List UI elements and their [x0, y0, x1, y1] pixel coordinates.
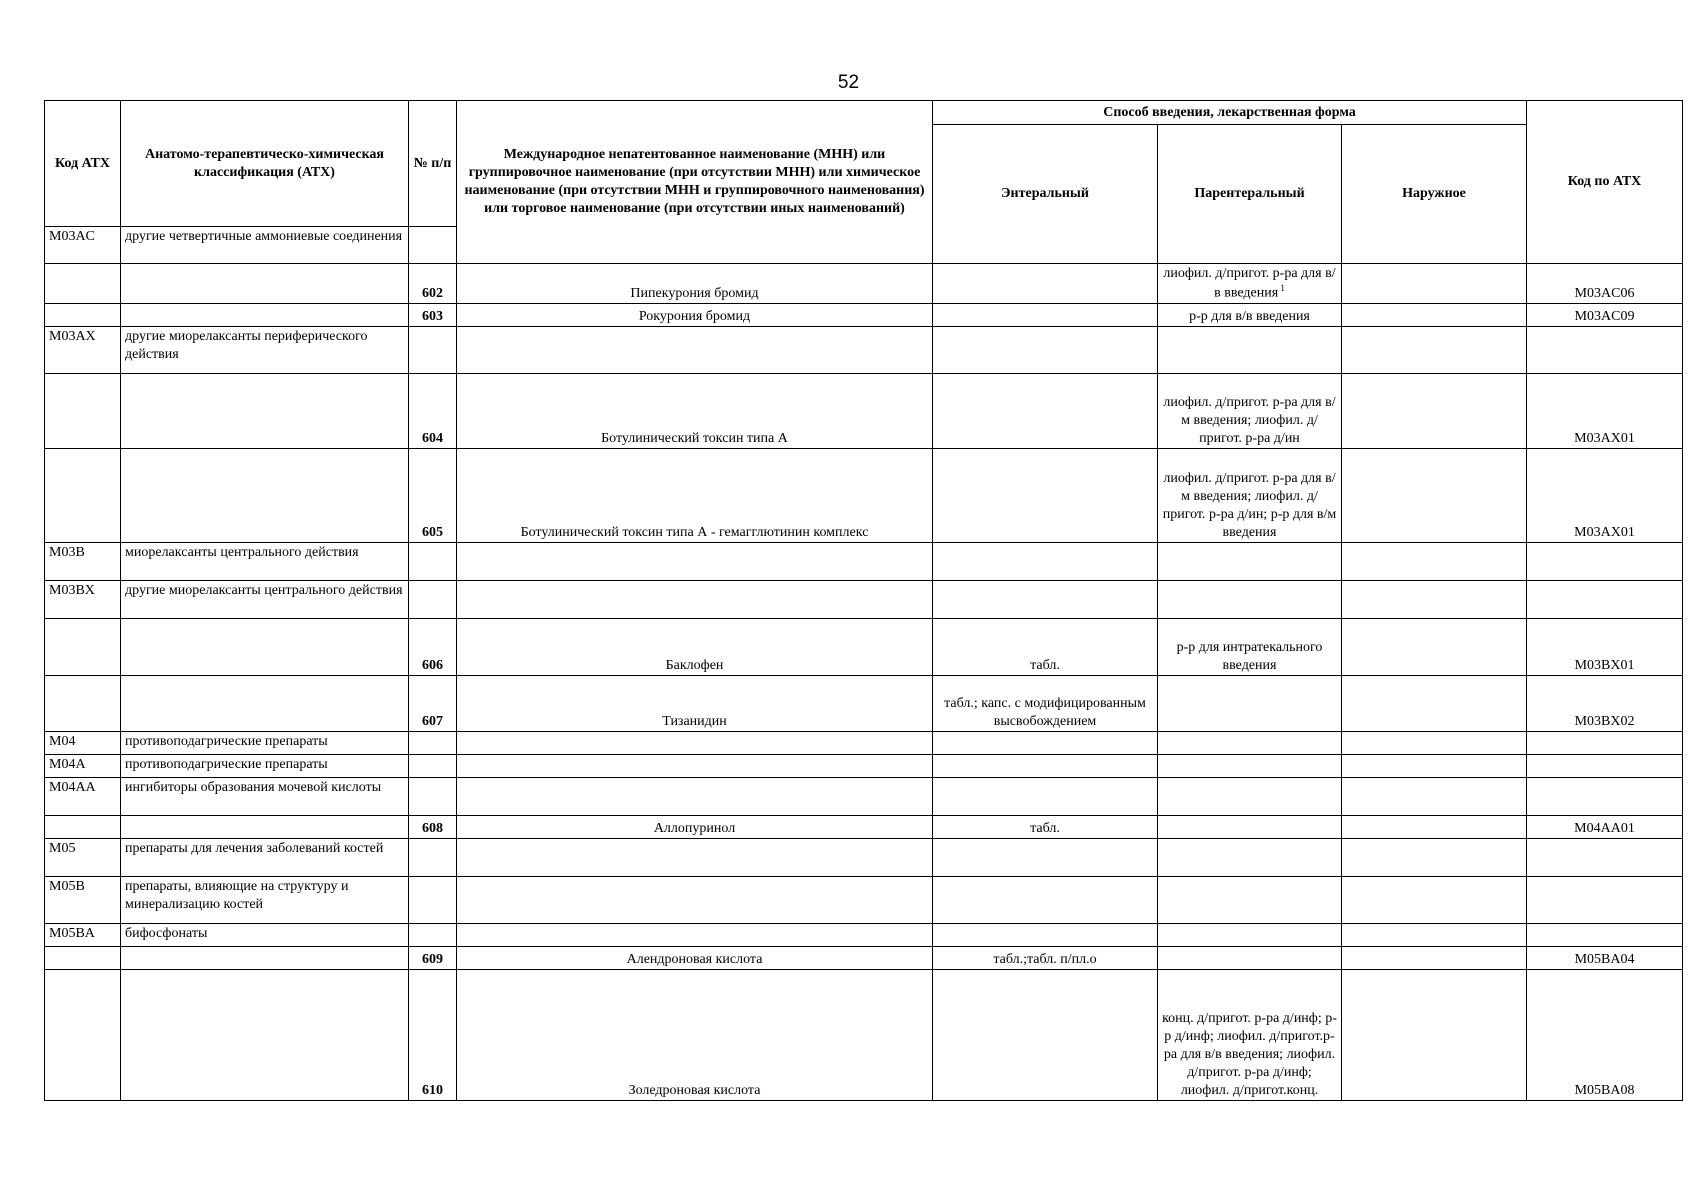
row-external	[1342, 676, 1527, 732]
footnote-marker: 1	[1278, 282, 1285, 293]
row-parenteral: лиофил. д/пригот. р-ра для в/м введения; лиофил. д/пригот. р-ра д/ин	[1158, 374, 1342, 449]
row-external	[1342, 778, 1527, 816]
row-number: 602	[409, 264, 457, 304]
row-number	[409, 839, 457, 877]
row-code: M05B	[45, 877, 121, 924]
row-external	[1342, 839, 1527, 877]
row-number: 608	[409, 816, 457, 839]
group-code: M03AC	[45, 227, 121, 264]
table-row	[45, 449, 1683, 543]
row-external	[1342, 732, 1527, 755]
row-code: M04A	[45, 755, 121, 778]
row-enteral	[933, 449, 1158, 543]
row-atc-code: M03AC06	[1527, 264, 1683, 304]
table-row	[45, 877, 1683, 924]
row-enteral	[933, 839, 1158, 877]
row-atc-code	[1527, 924, 1683, 947]
row-name	[457, 327, 933, 374]
row-atc-code	[1527, 755, 1683, 778]
row-number: 607	[409, 676, 457, 732]
row-classification	[121, 676, 409, 732]
header-inn: Международное непатентованное наименование (МНН) или группировочное наименование (при отсутствии МНН) или химическое наименование (при отсутствии МНН и группировочного наименования) или торговое наименование (при отсутствии иных наименований)	[457, 101, 933, 264]
row-external	[1342, 304, 1527, 327]
row-classification: бифосфонаты	[121, 924, 409, 947]
row-parenteral	[1158, 778, 1342, 816]
row-enteral: табл.	[933, 816, 1158, 839]
row-parenteral: р-р для в/в введения	[1158, 304, 1342, 327]
row-parenteral	[1158, 543, 1342, 581]
drug-table	[44, 100, 1683, 1101]
row-number	[409, 877, 457, 924]
table-row	[45, 304, 1683, 327]
row-atc-code	[1527, 327, 1683, 374]
row-code: M05	[45, 839, 121, 877]
row-code: M03AX	[45, 327, 121, 374]
row-name	[457, 543, 933, 581]
row-parenteral	[1158, 816, 1342, 839]
table-row	[45, 581, 1683, 619]
row-external	[1342, 543, 1527, 581]
row-code	[45, 676, 121, 732]
row-enteral	[933, 778, 1158, 816]
row-number	[409, 581, 457, 619]
row-classification: другие миорелаксанты периферического действия	[121, 327, 409, 374]
row-name: Рокурония бромид	[457, 304, 933, 327]
header-number: № п/п	[409, 101, 457, 227]
table-row	[45, 327, 1683, 374]
table-body	[45, 264, 1683, 1101]
row-name: Алендроновая кислота	[457, 947, 933, 970]
row-name	[457, 924, 933, 947]
header-enteral: Энтеральный	[933, 125, 1158, 264]
row-code	[45, 816, 121, 839]
row-number: 603	[409, 304, 457, 327]
row-classification	[121, 816, 409, 839]
row-atc-code: M03AX01	[1527, 374, 1683, 449]
row-enteral: табл.; капс. с модифицированным высвобождением	[933, 676, 1158, 732]
row-enteral	[933, 877, 1158, 924]
row-classification	[121, 304, 409, 327]
row-name: Баклофен	[457, 619, 933, 676]
row-number	[409, 755, 457, 778]
row-enteral: табл.	[933, 619, 1158, 676]
row-classification: миорелаксанты центрального действия	[121, 543, 409, 581]
row-enteral: табл.;табл. п/пл.о	[933, 947, 1158, 970]
row-classification	[121, 374, 409, 449]
row-external	[1342, 264, 1527, 304]
row-code	[45, 449, 121, 543]
row-number: 609	[409, 947, 457, 970]
row-name: Пипекурония бромид	[457, 264, 933, 304]
row-number	[409, 778, 457, 816]
table-row	[45, 676, 1683, 732]
table-row	[45, 732, 1683, 755]
row-parenteral	[1158, 327, 1342, 374]
row-number: 605	[409, 449, 457, 543]
row-external	[1342, 327, 1527, 374]
table-row	[45, 543, 1683, 581]
row-name	[457, 839, 933, 877]
row-atc-code	[1527, 877, 1683, 924]
table-row	[45, 839, 1683, 877]
row-atc-code: M03AC09	[1527, 304, 1683, 327]
row-external	[1342, 449, 1527, 543]
row-code: M03B	[45, 543, 121, 581]
table-row	[45, 924, 1683, 947]
row-classification: препараты, влияющие на структуру и минерализацию костей	[121, 877, 409, 924]
row-classification: противоподагрические препараты	[121, 755, 409, 778]
row-code: M04AA	[45, 778, 121, 816]
row-parenteral	[1158, 676, 1342, 732]
row-code	[45, 947, 121, 970]
row-number	[409, 543, 457, 581]
row-atc-code: M05BA08	[1527, 970, 1683, 1101]
row-enteral	[933, 327, 1158, 374]
row-parenteral: конц. д/пригот. р-ра д/инф; р-р д/инф; лиофил. д/пригот.р-ра для в/в введения; лиофил. д/пригот. р-ра д/инф; лиофил. д/пригот.конц.	[1158, 970, 1342, 1101]
row-enteral	[933, 581, 1158, 619]
header-classification: Анатомо-терапевтическо-химическая классификация (АТХ)	[121, 101, 409, 227]
row-parenteral	[1158, 755, 1342, 778]
row-classification: противоподагрические препараты	[121, 732, 409, 755]
row-external	[1342, 970, 1527, 1101]
row-code	[45, 304, 121, 327]
row-code	[45, 264, 121, 304]
row-atc-code	[1527, 581, 1683, 619]
row-number	[409, 924, 457, 947]
row-enteral	[933, 755, 1158, 778]
row-enteral	[933, 543, 1158, 581]
row-external	[1342, 924, 1527, 947]
row-parenteral	[1158, 732, 1342, 755]
row-external	[1342, 581, 1527, 619]
row-code	[45, 970, 121, 1101]
row-parenteral	[1158, 581, 1342, 619]
row-atc-code	[1527, 543, 1683, 581]
row-code	[45, 619, 121, 676]
row-atc-code: M03BX02	[1527, 676, 1683, 732]
row-number	[409, 327, 457, 374]
row-external	[1342, 947, 1527, 970]
row-code: M04	[45, 732, 121, 755]
table-row	[45, 778, 1683, 816]
row-name: Аллопуринол	[457, 816, 933, 839]
table-row	[45, 619, 1683, 676]
row-enteral	[933, 304, 1158, 327]
row-classification	[121, 449, 409, 543]
row-external	[1342, 755, 1527, 778]
row-name	[457, 732, 933, 755]
row-classification: препараты для лечения заболеваний костей	[121, 839, 409, 877]
table-row	[45, 816, 1683, 839]
row-atc-code: M03AX01	[1527, 449, 1683, 543]
row-external	[1342, 816, 1527, 839]
row-parenteral	[1158, 839, 1342, 877]
row-name	[457, 755, 933, 778]
table-row	[45, 755, 1683, 778]
row-name: Ботулинический токсин типа А - гемагглютинин комплекс	[457, 449, 933, 543]
row-name: Ботулинический токсин типа А	[457, 374, 933, 449]
row-classification	[121, 970, 409, 1101]
row-number: 604	[409, 374, 457, 449]
row-external	[1342, 619, 1527, 676]
row-number: 606	[409, 619, 457, 676]
header-external: Наружное	[1342, 125, 1527, 264]
table-row	[45, 970, 1683, 1101]
row-atc-code: M03BX01	[1527, 619, 1683, 676]
row-enteral	[933, 924, 1158, 947]
row-enteral	[933, 732, 1158, 755]
row-parenteral: лиофил. д/пригот. р-ра для в/в введения $^1$	[1158, 264, 1342, 304]
table-row	[45, 947, 1683, 970]
row-name: Золедроновая кислота	[457, 970, 933, 1101]
group-name: другие четвертичные аммониевые соединения	[121, 227, 409, 264]
row-atc-code: M04AA01	[1527, 816, 1683, 839]
row-enteral	[933, 264, 1158, 304]
row-parenteral	[1158, 877, 1342, 924]
row-atc-code	[1527, 732, 1683, 755]
row-code	[45, 374, 121, 449]
row-code: M03BX	[45, 581, 121, 619]
row-name	[457, 581, 933, 619]
header-atc-code: Код по АТХ	[1527, 101, 1683, 264]
row-name	[457, 778, 933, 816]
row-parenteral: лиофил. д/пригот. р-ра для в/м введения; лиофил. д/пригот. р-ра д/ин; р-р для в/м введения	[1158, 449, 1342, 543]
header-route-group: Способ введения, лекарственная форма	[933, 101, 1527, 125]
table-row	[45, 264, 1683, 304]
row-enteral	[933, 970, 1158, 1101]
row-atc-code: M05BA04	[1527, 947, 1683, 970]
row-classification: ингибиторы образования мочевой кислоты	[121, 778, 409, 816]
group-number-cell	[409, 227, 457, 264]
row-classification: другие миорелаксанты центрального действия	[121, 581, 409, 619]
row-parenteral	[1158, 947, 1342, 970]
row-number: 610	[409, 970, 457, 1101]
row-parenteral: р-р для интратекального введения	[1158, 619, 1342, 676]
row-classification	[121, 947, 409, 970]
row-name: Тизанидин	[457, 676, 933, 732]
table-row	[45, 374, 1683, 449]
row-classification	[121, 264, 409, 304]
row-parenteral	[1158, 924, 1342, 947]
row-enteral	[933, 374, 1158, 449]
header-parenteral: Парентеральный	[1158, 125, 1342, 264]
row-number	[409, 732, 457, 755]
page-number: 52	[837, 72, 860, 93]
row-atc-code	[1527, 778, 1683, 816]
row-atc-code	[1527, 839, 1683, 877]
row-classification	[121, 619, 409, 676]
header-code-atc: Код АТХ	[45, 101, 121, 227]
row-external	[1342, 374, 1527, 449]
row-name	[457, 877, 933, 924]
row-code: M05BA	[45, 924, 121, 947]
row-external	[1342, 877, 1527, 924]
